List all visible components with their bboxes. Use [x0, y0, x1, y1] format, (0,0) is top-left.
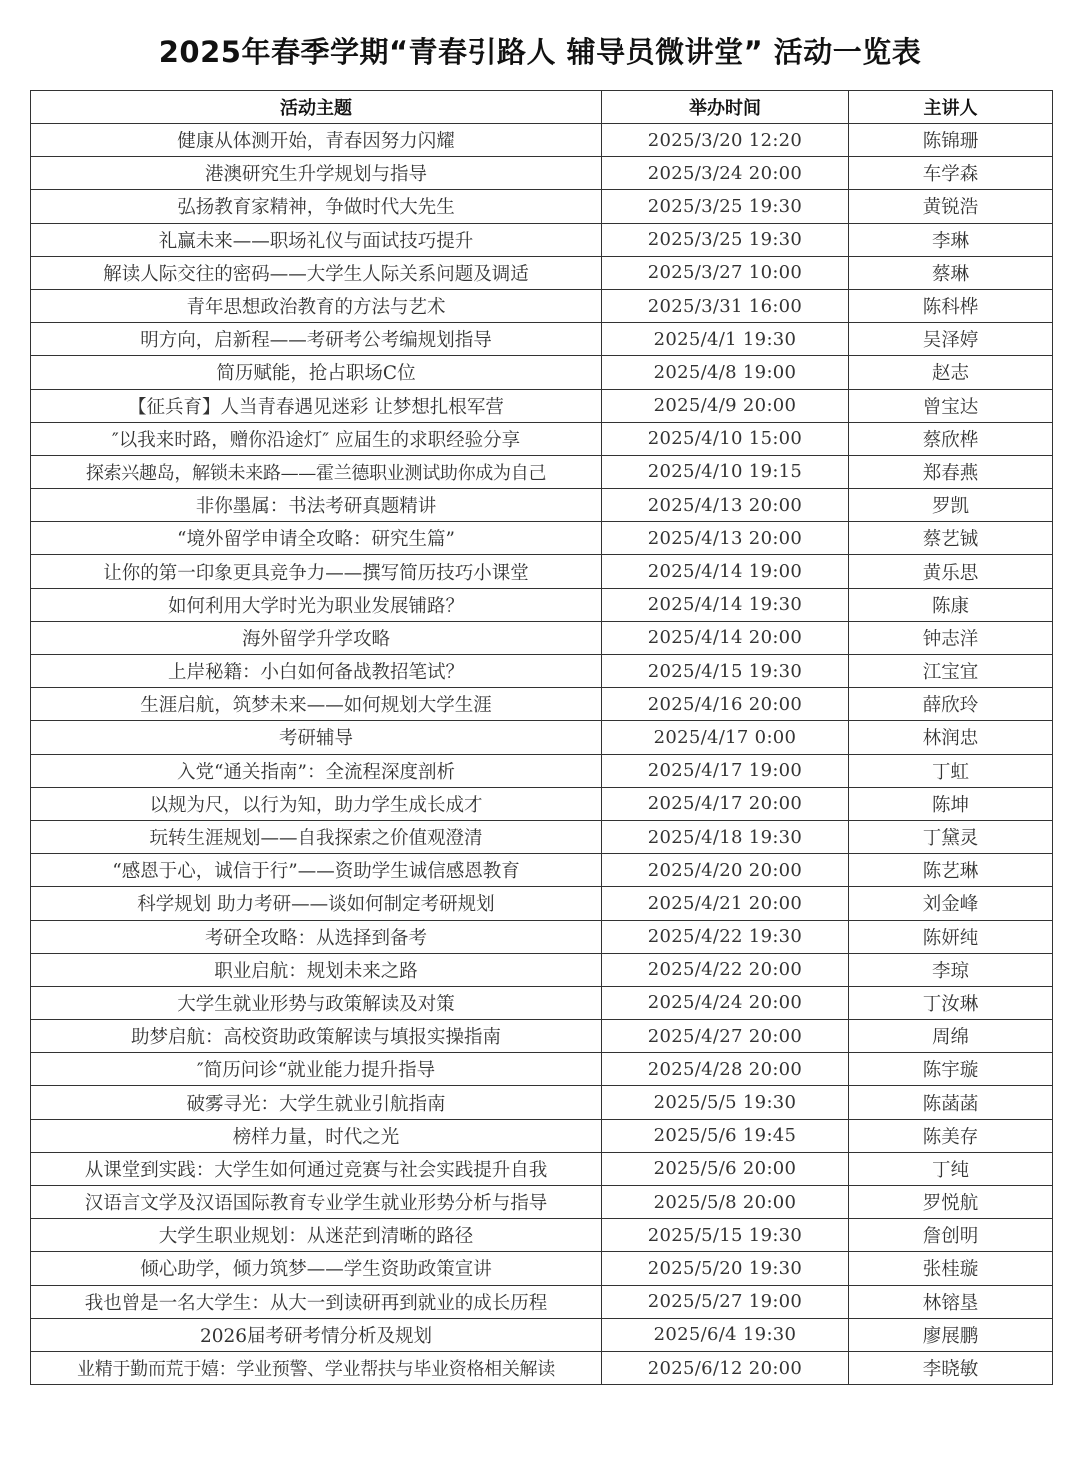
topic-cell: 海外留学升学攻略	[31, 621, 602, 654]
table-row	[31, 787, 1053, 820]
time-cell: 2025/3/20 12:20	[602, 124, 849, 157]
topic-cell: 汉语言文学及汉语国际教育专业学生就业形势分析与指导	[31, 1186, 602, 1219]
speaker-cell: 蔡欣桦	[849, 422, 1053, 455]
table-row	[31, 621, 1053, 654]
column-header-speaker: 主讲人	[849, 91, 1053, 124]
time-cell: 2025/4/10 15:00	[602, 422, 849, 455]
table-row	[31, 920, 1053, 953]
time-cell: 2025/5/8 20:00	[602, 1186, 849, 1219]
topic-cell: 生涯启航，筑梦未来——如何规划大学生涯	[31, 688, 602, 721]
topic-cell: ″以我来时路，赠你沿途灯″ 应届生的求职经验分享	[31, 422, 602, 455]
topic-cell: 倾心助学，倾力筑梦——学生资助政策宣讲	[31, 1252, 602, 1285]
table-row	[31, 655, 1053, 688]
speaker-cell: 林润忠	[849, 721, 1053, 754]
topic-cell: ″简历问诊“就业能力提升指导	[31, 1053, 602, 1086]
speaker-cell: 曾宝达	[849, 389, 1053, 422]
speaker-cell: 丁虹	[849, 754, 1053, 787]
speaker-cell: 赵志	[849, 356, 1053, 389]
speaker-cell: 陈宇璇	[849, 1053, 1053, 1086]
speaker-cell: 丁纯	[849, 1152, 1053, 1185]
topic-cell: 入党“通关指南”：全流程深度剖析	[31, 754, 602, 787]
speaker-cell: 陈康	[849, 588, 1053, 621]
table-row	[31, 256, 1053, 289]
time-cell: 2025/4/9 20:00	[602, 389, 849, 422]
table-row	[31, 289, 1053, 322]
speaker-cell: 陈锦珊	[849, 124, 1053, 157]
table-row	[31, 1252, 1053, 1285]
time-cell: 2025/4/24 20:00	[602, 986, 849, 1019]
time-cell: 2025/4/18 19:30	[602, 820, 849, 853]
table-row	[31, 323, 1053, 356]
speaker-cell: 丁汝琳	[849, 986, 1053, 1019]
time-cell: 2025/4/14 19:30	[602, 588, 849, 621]
topic-cell: 职业启航：规划未来之路	[31, 953, 602, 986]
speaker-cell: 罗凯	[849, 489, 1053, 522]
topic-cell: 解读人际交往的密码——大学生人际关系问题及调适	[31, 256, 602, 289]
time-cell: 2025/3/25 19:30	[602, 190, 849, 223]
table-row	[31, 124, 1053, 157]
speaker-cell: 钟志洋	[849, 621, 1053, 654]
table-row	[31, 1351, 1053, 1384]
time-cell: 2025/4/27 20:00	[602, 1020, 849, 1053]
time-cell: 2025/6/12 20:00	[602, 1351, 849, 1384]
speaker-cell: 陈坤	[849, 787, 1053, 820]
table-row	[31, 688, 1053, 721]
speaker-cell: 郑春燕	[849, 455, 1053, 488]
activity-table	[30, 90, 1053, 1385]
time-cell: 2025/4/17 19:00	[602, 754, 849, 787]
time-cell: 2025/3/25 19:30	[602, 223, 849, 256]
speaker-cell: 张桂璇	[849, 1252, 1053, 1285]
topic-cell: 玩转生涯规划——自我探索之价值观澄清	[31, 820, 602, 853]
topic-cell: 科学规划 助力考研——谈如何制定考研规划	[31, 887, 602, 920]
speaker-cell: 李琳	[849, 223, 1053, 256]
topic-cell: 非你墨属：书法考研真题精讲	[31, 489, 602, 522]
speaker-cell: 吴泽婷	[849, 323, 1053, 356]
speaker-cell: 陈艺琳	[849, 854, 1053, 887]
topic-cell: 我也曾是一名大学生：从大一到读研再到就业的成长历程	[31, 1285, 602, 1318]
topic-cell: 上岸秘籍：小白如何备战教招笔试？	[31, 655, 602, 688]
topic-cell: 业精于勤而荒于嬉：学业预警、学业帮扶与毕业资格相关解读	[31, 1351, 602, 1384]
topic-cell: 大学生职业规划：从迷茫到清晰的路径	[31, 1219, 602, 1252]
table-row	[31, 1053, 1053, 1086]
table-row	[31, 721, 1053, 754]
topic-cell: 考研全攻略：从选择到备考	[31, 920, 602, 953]
table-row	[31, 887, 1053, 920]
topic-cell: “境外留学申请全攻略：研究生篇”	[31, 522, 602, 555]
time-cell: 2025/4/13 20:00	[602, 489, 849, 522]
table-row	[31, 1318, 1053, 1351]
speaker-cell: 江宝宜	[849, 655, 1053, 688]
table-row	[31, 1020, 1053, 1053]
column-header-topic: 活动主题	[31, 91, 602, 124]
time-cell: 2025/4/28 20:00	[602, 1053, 849, 1086]
topic-cell: 2026届考研考情分析及规划	[31, 1318, 602, 1351]
time-cell: 2025/4/1 19:30	[602, 323, 849, 356]
table-row	[31, 157, 1053, 190]
speaker-cell: 刘金峰	[849, 887, 1053, 920]
table-row	[31, 422, 1053, 455]
speaker-cell: 廖展鹏	[849, 1318, 1053, 1351]
speaker-cell: 黄乐思	[849, 555, 1053, 588]
time-cell: 2025/3/31 16:00	[602, 289, 849, 322]
time-cell: 2025/4/17 20:00	[602, 787, 849, 820]
topic-cell: 榜样力量，时代之光	[31, 1119, 602, 1152]
table-row	[31, 356, 1053, 389]
table-row	[31, 1086, 1053, 1119]
time-cell: 2025/4/17 0:00	[602, 721, 849, 754]
table-row	[31, 1219, 1053, 1252]
topic-cell: 考研辅导	[31, 721, 602, 754]
table-row	[31, 190, 1053, 223]
topic-cell: 明方向，启新程——考研考公考编规划指导	[31, 323, 602, 356]
topic-cell: 探索兴趣岛，解锁未来路——霍兰德职业测试助你成为自己	[31, 455, 602, 488]
table-row	[31, 1119, 1053, 1152]
speaker-cell: 陈妍纯	[849, 920, 1053, 953]
topic-cell: “感恩于心，诚信于行”——资助学生诚信感恩教育	[31, 854, 602, 887]
table-row	[31, 223, 1053, 256]
page-title: 2025年春季学期“青春引路人 辅导员微讲堂” 活动一览表	[158, 35, 922, 69]
topic-cell: 青年思想政治教育的方法与艺术	[31, 289, 602, 322]
time-cell: 2025/4/21 20:00	[602, 887, 849, 920]
topic-cell: 礼赢未来——职场礼仪与面试技巧提升	[31, 223, 602, 256]
table-row	[31, 1152, 1053, 1185]
speaker-cell: 蔡琳	[849, 256, 1053, 289]
speaker-cell: 陈菡菡	[849, 1086, 1053, 1119]
table-row	[31, 455, 1053, 488]
table-row	[31, 986, 1053, 1019]
time-cell: 2025/5/5 19:30	[602, 1086, 849, 1119]
time-cell: 2025/4/16 20:00	[602, 688, 849, 721]
time-cell: 2025/4/13 20:00	[602, 522, 849, 555]
table-body	[31, 124, 1053, 1385]
time-cell: 2025/4/10 19:15	[602, 455, 849, 488]
topic-cell: 让你的第一印象更具竞争力——撰写简历技巧小课堂	[31, 555, 602, 588]
table-row	[31, 953, 1053, 986]
time-cell: 2025/5/6 20:00	[602, 1152, 849, 1185]
table-row	[31, 489, 1053, 522]
topic-cell: 健康从体测开始，青春因努力闪耀	[31, 124, 602, 157]
speaker-cell: 周绵	[849, 1020, 1053, 1053]
time-cell: 2025/4/22 19:30	[602, 920, 849, 953]
speaker-cell: 黄锐浩	[849, 190, 1053, 223]
topic-cell: 如何利用大学时光为职业发展铺路？	[31, 588, 602, 621]
speaker-cell: 陈科桦	[849, 289, 1053, 322]
time-cell: 2025/4/8 19:00	[602, 356, 849, 389]
speaker-cell: 李晓敏	[849, 1351, 1053, 1384]
time-cell: 2025/5/15 19:30	[602, 1219, 849, 1252]
topic-cell: 弘扬教育家精神，争做时代大先生	[31, 190, 602, 223]
speaker-cell: 詹创明	[849, 1219, 1053, 1252]
time-cell: 2025/5/6 19:45	[602, 1119, 849, 1152]
topic-cell: 从课堂到实践：大学生如何通过竞赛与社会实践提升自我	[31, 1152, 602, 1185]
topic-cell: 以规为尺，以行为知，助力学生成长成才	[31, 787, 602, 820]
topic-cell: 助梦启航：高校资助政策解读与填报实操指南	[31, 1020, 602, 1053]
table-row	[31, 1186, 1053, 1219]
speaker-cell: 蔡艺铖	[849, 522, 1053, 555]
time-cell: 2025/3/27 10:00	[602, 256, 849, 289]
time-cell: 2025/5/20 19:30	[602, 1252, 849, 1285]
time-cell: 2025/4/20 20:00	[602, 854, 849, 887]
column-header-time: 举办时间	[602, 91, 849, 124]
table-row	[31, 820, 1053, 853]
table-row	[31, 389, 1053, 422]
speaker-cell: 陈美存	[849, 1119, 1053, 1152]
time-cell: 2025/4/14 19:00	[602, 555, 849, 588]
time-cell: 2025/5/27 19:00	[602, 1285, 849, 1318]
speaker-cell: 林镕垦	[849, 1285, 1053, 1318]
table-row	[31, 1285, 1053, 1318]
time-cell: 2025/3/24 20:00	[602, 157, 849, 190]
speaker-cell: 李琼	[849, 953, 1053, 986]
time-cell: 2025/4/15 19:30	[602, 655, 849, 688]
speaker-cell: 车学森	[849, 157, 1053, 190]
table-row	[31, 754, 1053, 787]
time-cell: 2025/4/14 20:00	[602, 621, 849, 654]
table-row	[31, 588, 1053, 621]
speaker-cell: 薛欣玲	[849, 688, 1053, 721]
table-header-row	[31, 91, 1053, 124]
time-cell: 2025/6/4 19:30	[602, 1318, 849, 1351]
topic-cell: 【征兵育】人当青春遇见迷彩 让梦想扎根军营	[31, 389, 602, 422]
topic-cell: 破雾寻光：大学生就业引航指南	[31, 1086, 602, 1119]
time-cell: 2025/4/22 20:00	[602, 953, 849, 986]
topic-cell: 港澳研究生升学规划与指导	[31, 157, 602, 190]
table-row	[31, 522, 1053, 555]
table-row	[31, 555, 1053, 588]
table-row	[31, 854, 1053, 887]
topic-cell: 简历赋能，抢占职场C位	[31, 356, 602, 389]
speaker-cell: 罗悦航	[849, 1186, 1053, 1219]
speaker-cell: 丁黛灵	[849, 820, 1053, 853]
topic-cell: 大学生就业形势与政策解读及对策	[31, 986, 602, 1019]
